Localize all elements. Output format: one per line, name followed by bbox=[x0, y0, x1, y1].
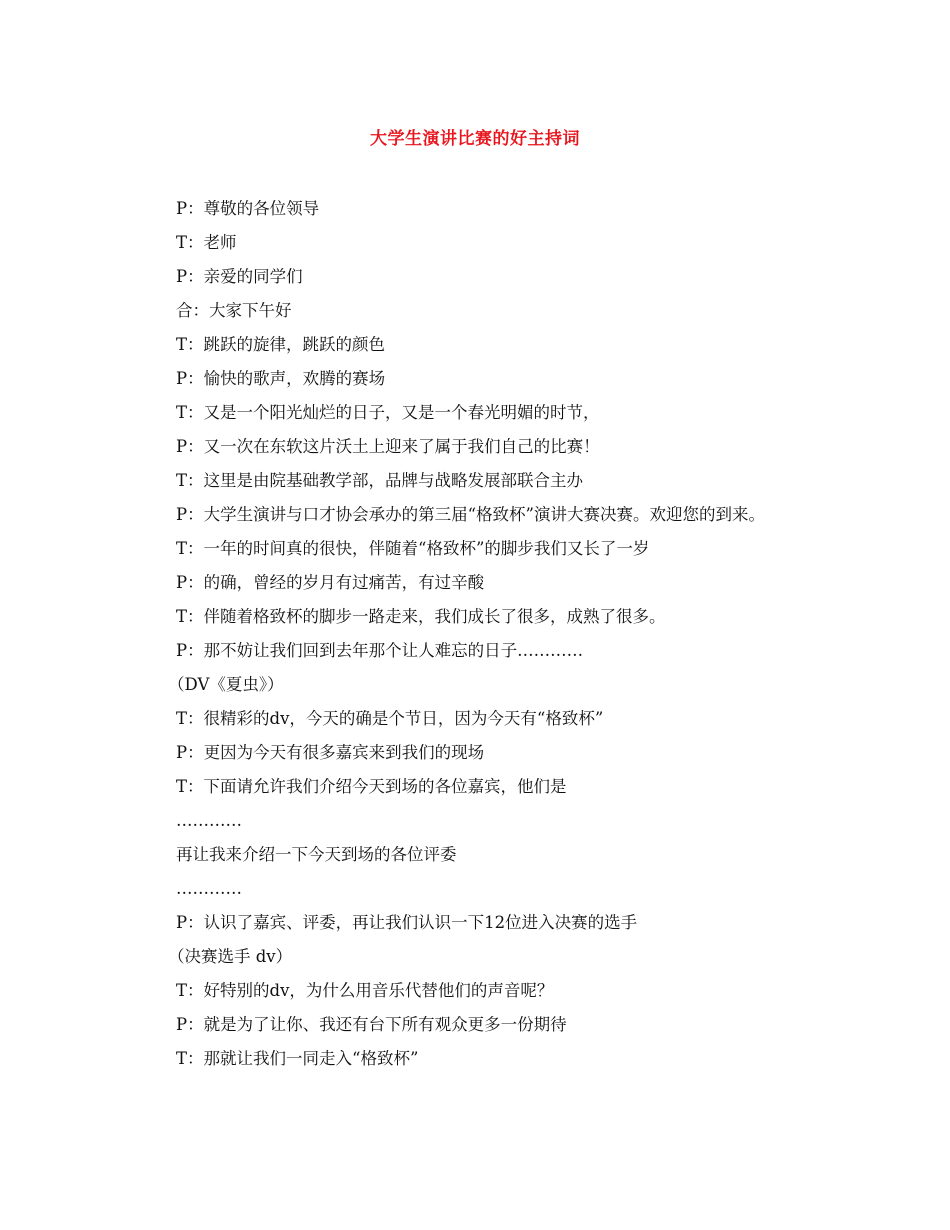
script-line: T：跳跃的旋律，跳跃的颜色 bbox=[176, 335, 386, 354]
script-line: 再让我来介绍一下今天到场的各位评委 bbox=[176, 845, 457, 864]
script-line: P：大学生演讲与口才协会承办的第三届“格致杯”演讲大赛决赛。欢迎您的到来。 bbox=[176, 505, 765, 524]
script-line: T：好特别的dv，为什么用音乐代替他们的声音呢？ bbox=[176, 981, 554, 1000]
script-line: P：更因为今天有很多嘉宾来到我们的现场 bbox=[176, 743, 485, 762]
script-line: T：这里是由院基础教学部，品牌与战略发展部联合主办 bbox=[176, 471, 584, 490]
ellipsis-line: ………… bbox=[176, 811, 242, 830]
document-title: 大学生演讲比赛的好主持词 bbox=[370, 129, 580, 149]
script-line: P：愉快的歌声，欢腾的赛场 bbox=[176, 369, 386, 388]
stage-direction: （决赛选手 dv） bbox=[168, 947, 293, 966]
script-line: P：那不妨让我们回到去年那个让人难忘的日子………… bbox=[176, 641, 584, 660]
script-line: P：尊敬的各位领导 bbox=[176, 199, 320, 218]
script-line: T：下面请允许我们介绍今天到场的各位嘉宾，他们是 bbox=[176, 777, 567, 796]
script-line: T：那就让我们一同走入“格致杯” bbox=[176, 1049, 419, 1068]
document-body bbox=[138, 192, 818, 1076]
script-line: T：伴随着格致杯的脚步一路走来，我们成长了很多，成熟了很多。 bbox=[176, 607, 666, 626]
script-line: P：的确，曾经的岁月有过痛苦，有过辛酸 bbox=[176, 573, 485, 592]
script-line: T：一年的时间真的很快，伴随着“格致杯”的脚步我们又长了一岁 bbox=[176, 539, 650, 558]
script-line: P：亲爱的同学们 bbox=[176, 267, 303, 286]
script-line: 合：大家下午好 bbox=[176, 301, 292, 320]
script-line: P：认识了嘉宾、评委，再让我们认识一下12位进入决赛的选手 bbox=[176, 913, 638, 932]
script-line: P：就是为了让你、我还有台下所有观众更多一份期待 bbox=[176, 1015, 567, 1034]
script-line: T：又是一个阳光灿烂的日子，又是一个春光明媚的时节， bbox=[176, 403, 600, 422]
script-line: P：又一次在东软这片沃土上迎来了属于我们自己的比赛！ bbox=[176, 437, 600, 456]
script-line: T：老师 bbox=[176, 233, 237, 252]
stage-direction: （DV《夏虫》） bbox=[168, 675, 284, 694]
script-line: T：很精彩的dv，今天的确是个节日，因为今天有“格致杯” bbox=[176, 709, 604, 728]
ellipsis-line: ………… bbox=[176, 879, 242, 898]
